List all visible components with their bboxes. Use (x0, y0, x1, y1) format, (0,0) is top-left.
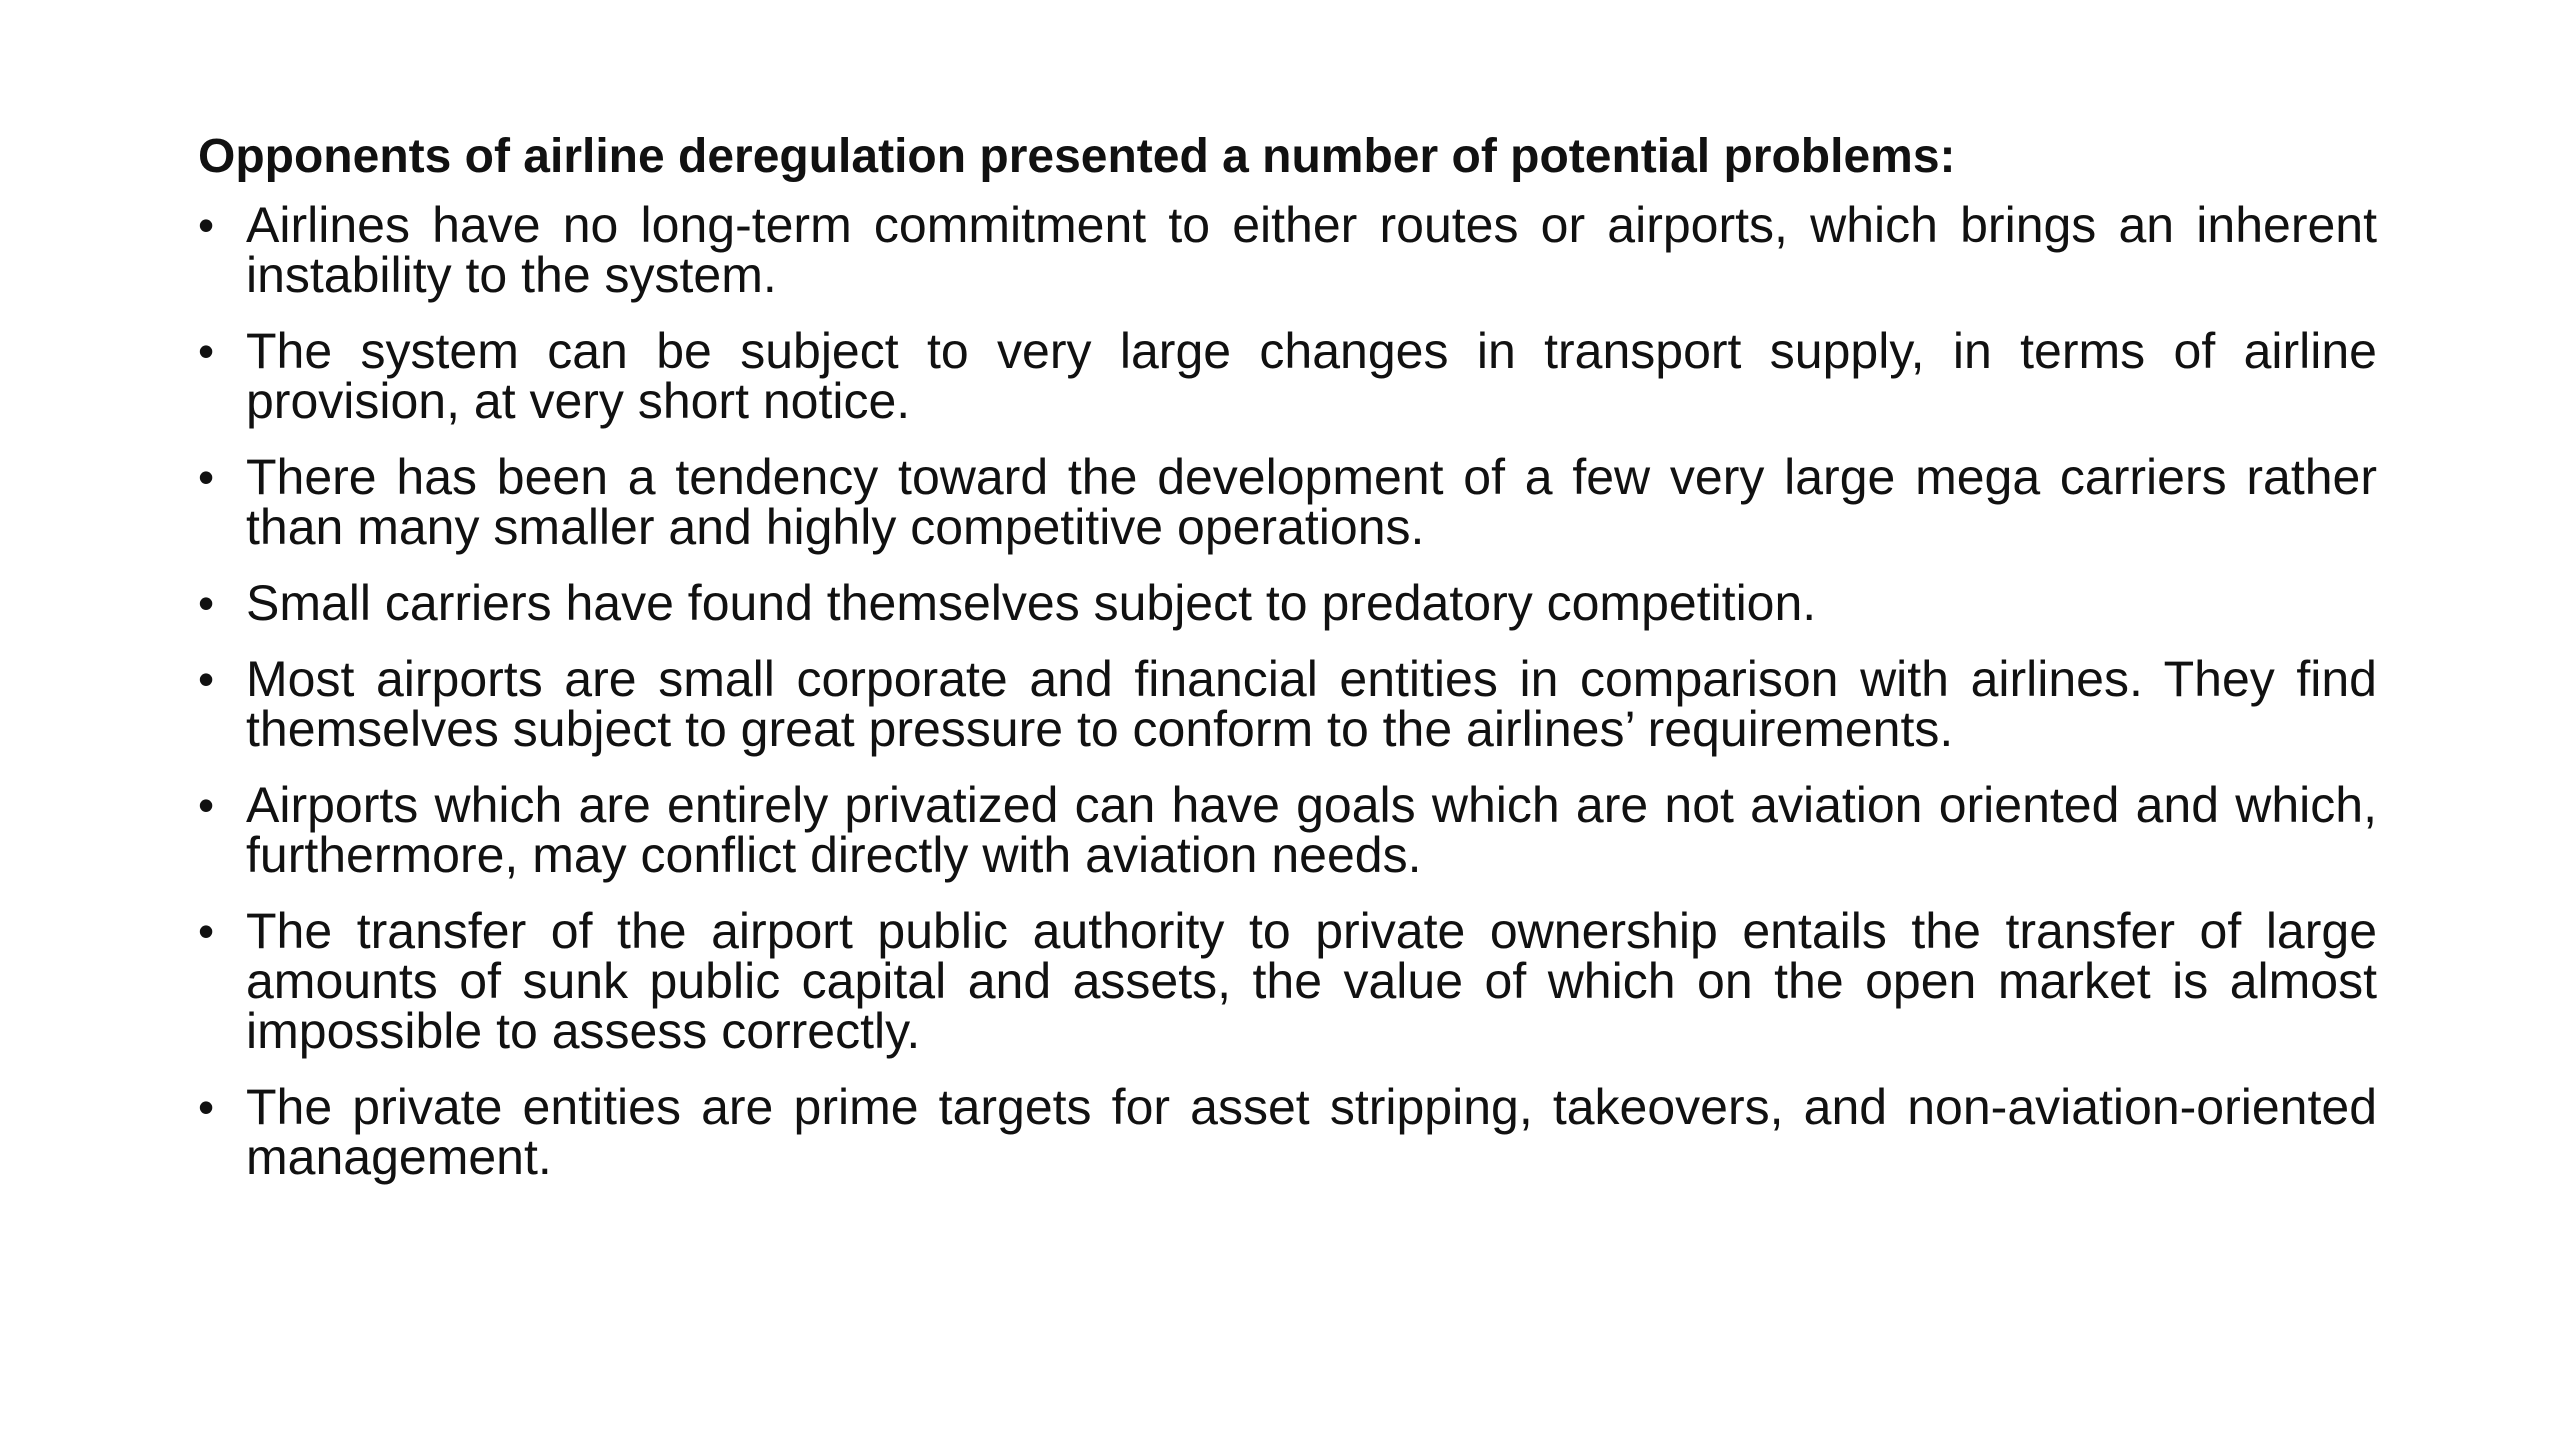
bullet-item (198, 650, 2377, 757)
bullet-icon: • (198, 198, 215, 251)
bullet-text: Small carriers have found themselves subject to predatory competition. (246, 574, 1817, 631)
bullet-icon: • (198, 450, 215, 503)
bullet-text: Airports which are entirely privatized can have goals which are not aviation oriented and which, furthermore, may conflict directly with aviation needs. (246, 776, 2377, 883)
bullet-text: The system can be subject to very large changes in transport supply, in terms of airline provision, at very short notice. (246, 322, 2377, 429)
slide-heading: Opponents of airline deregulation presented a number of potential problems: (198, 130, 1956, 183)
bullet-item (198, 196, 2377, 303)
bullet-icon: • (198, 576, 215, 629)
bullet-icon: • (198, 1080, 215, 1133)
bullet-icon: • (198, 324, 215, 377)
bullet-item (198, 574, 2377, 631)
bullet-item (198, 902, 2377, 1059)
bullet-text: The transfer of the airport public authority to private ownership entails the transfer of large amounts of sunk public capital and assets, the value of which on the open market is almost impossible to assess correctly. (246, 902, 2377, 1059)
bullet-icon: • (198, 652, 215, 705)
bullet-list (198, 196, 2377, 1185)
bullet-icon: • (198, 778, 215, 831)
bullet-item (198, 1078, 2377, 1185)
bullet-item (198, 322, 2377, 429)
bullet-text: Most airports are small corporate and financial entities in comparison with airlines. They find themselves subject to great pressure to conform to the airlines’ requirements. (246, 650, 2377, 757)
bullet-item (198, 448, 2377, 555)
bullet-text: There has been a tendency toward the development of a few very large mega carriers rather than many smaller and highly competitive operations. (246, 448, 2377, 555)
bullet-icon: • (198, 904, 215, 957)
bullet-item (198, 776, 2377, 883)
bullet-text: Airlines have no long-term commitment to either routes or airports, which brings an inherent instability to the system. (246, 196, 2377, 303)
bullet-text: The private entities are prime targets for asset stripping, takeovers, and non-aviation-oriented management. (246, 1078, 2377, 1185)
